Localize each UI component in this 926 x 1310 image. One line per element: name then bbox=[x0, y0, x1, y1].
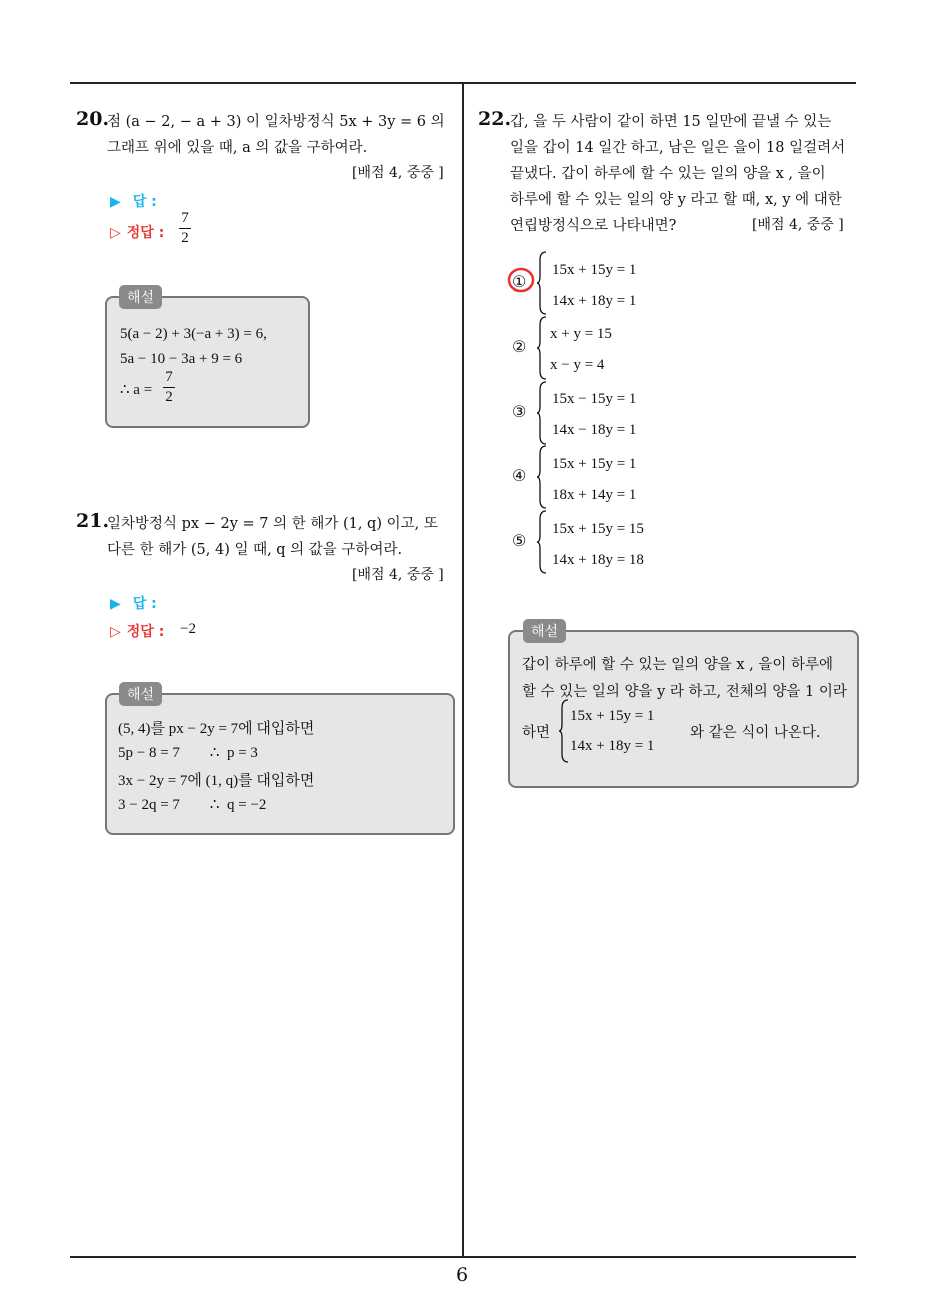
choice-2-equation-2: x − y = 4 bbox=[550, 357, 605, 373]
question-20-text-line1: 점 (a − 2, − a + 3) 이 일차방정식 5x + 3y = 6 의 bbox=[107, 114, 445, 130]
question-22-number: 22. bbox=[478, 108, 512, 130]
question-20-solution-line1: 5(a − 2) + 3(−a + 3) = 6, bbox=[120, 326, 267, 342]
question-20-points: [배점 4, 중중 ] bbox=[352, 165, 444, 181]
question-20-answer-row bbox=[110, 191, 157, 211]
question-21-correct-value: −2 bbox=[180, 621, 196, 637]
question-21-points: [배점 4, 중중 ] bbox=[352, 567, 444, 583]
choice-3-equation-1: 15x − 15y = 1 bbox=[552, 391, 637, 407]
question-20-solution-line2: 5a − 10 − 3a + 9 = 6 bbox=[120, 351, 243, 367]
choice-3-number[interactable]: ③ bbox=[512, 402, 527, 421]
page-number: 6 bbox=[456, 1264, 469, 1286]
question-20-solution-tag: 해설 bbox=[119, 285, 162, 309]
question-21-solution-line3: 3x − 2y = 7에 (1, q)를 대입하면 bbox=[118, 773, 315, 789]
choice-5-equation-2: 14x + 18y = 18 bbox=[552, 552, 644, 568]
question-20-correct-fraction: 7 2 bbox=[179, 210, 191, 247]
question-22-text-line5: 연립방정식으로 나타내면? bbox=[510, 218, 677, 234]
question-22-points: [배점 4, 중중 ] bbox=[752, 217, 844, 233]
choice-5-brace bbox=[536, 509, 548, 575]
question-21-text-line2: 다른 한 해가 (5, 4) 일 때, q 의 값을 구하여라. bbox=[107, 542, 403, 558]
choice-4-number[interactable]: ④ bbox=[512, 466, 527, 485]
question-20-text-line2: 그래프 위에 있을 때, a 의 값을 구하여라. bbox=[107, 140, 368, 156]
outline-triangle-icon: ▷ bbox=[110, 225, 121, 241]
question-22-solution-prefix: 하면 bbox=[522, 725, 551, 741]
play-triangle-icon: ▶ bbox=[110, 194, 121, 210]
question-22-solution-tag: 해설 bbox=[523, 619, 566, 643]
question-21-number: 21. bbox=[76, 510, 110, 532]
question-21-solution-line4: 3 − 2q = 7 ∴ q = −2 bbox=[118, 797, 267, 813]
choice-4-equation-2: 18x + 14y = 1 bbox=[552, 487, 637, 503]
question-20-number: 20. bbox=[76, 108, 110, 130]
question-22-solution-equation-2: 14x + 18y = 1 bbox=[570, 738, 655, 754]
question-22-text-line1: 갑, 을 두 사람이 같이 하면 15 일만에 끝낼 수 있는 bbox=[510, 114, 832, 130]
outline-triangle-icon: ▷ bbox=[110, 624, 121, 640]
choice-1-equation-2: 14x + 18y = 1 bbox=[552, 293, 637, 309]
choice-4-equation-1: 15x + 15y = 1 bbox=[552, 456, 637, 472]
correct-label: 정답 : bbox=[126, 225, 165, 241]
question-22-text-line4: 하루에 할 수 있는 일의 양 y 라고 할 때, x, y 에 대한 bbox=[510, 192, 842, 208]
choice-2-brace bbox=[536, 315, 548, 381]
choice-2-equation-1: x + y = 15 bbox=[550, 326, 612, 342]
choice-3-equation-2: 14x − 18y = 1 bbox=[552, 422, 637, 438]
question-22-solution-line2: 할 수 있는 일의 양을 y 라 하고, 전체의 양을 1 이라 bbox=[522, 684, 847, 700]
answer-label: 답 : bbox=[132, 194, 157, 210]
question-22-solution-brace bbox=[558, 698, 570, 764]
question-21-correct-row bbox=[110, 621, 164, 641]
answer-label: 답 : bbox=[132, 596, 157, 612]
question-21-solution-tag: 해설 bbox=[119, 682, 162, 706]
selected-circle-mark-icon bbox=[506, 266, 536, 294]
choice-1-number[interactable]: ① bbox=[512, 272, 527, 291]
bottom-rule bbox=[70, 1256, 856, 1258]
question-22-text-line3: 끝냈다. 갑이 하루에 할 수 있는 일의 양을 x , 을이 bbox=[510, 166, 826, 182]
question-22-solution-suffix: 와 같은 식이 나온다. bbox=[690, 725, 821, 741]
question-20-correct-row bbox=[110, 222, 164, 242]
question-22-solution-line1: 갑이 하루에 할 수 있는 일의 양을 x , 을이 하루에 bbox=[522, 657, 834, 673]
choice-2-number[interactable]: ② bbox=[512, 337, 527, 356]
question-21-solution-line2: 5p − 8 = 7 ∴ p = 3 bbox=[118, 745, 258, 761]
choice-1-equation-1: 15x + 15y = 1 bbox=[552, 262, 637, 278]
choice-5-number[interactable]: ⑤ bbox=[512, 531, 527, 550]
question-20-solution-fraction: 7 2 bbox=[163, 369, 175, 406]
question-20-solution-line3: ∴ a = bbox=[120, 382, 153, 398]
question-22-solution-equation-1: 15x + 15y = 1 bbox=[570, 708, 655, 724]
question-21-answer-row bbox=[110, 593, 157, 613]
choice-5-equation-1: 15x + 15y = 15 bbox=[552, 521, 644, 537]
correct-label: 정답 : bbox=[126, 624, 165, 640]
choice-3-brace bbox=[536, 380, 548, 446]
play-triangle-icon: ▶ bbox=[110, 596, 121, 612]
choice-1-brace bbox=[536, 250, 548, 316]
choice-4-brace bbox=[536, 444, 548, 510]
question-21-solution-line1: (5, 4)를 px − 2y = 7에 대입하면 bbox=[118, 721, 315, 737]
question-21-text-line1: 일차방정식 px − 2y = 7 의 한 해가 (1, q) 이고, 또 bbox=[107, 516, 438, 532]
question-22-text-line2: 일을 갑이 14 일간 하고, 남은 일은 을이 18 일걸려서 bbox=[510, 140, 846, 156]
column-divider bbox=[462, 82, 464, 1258]
